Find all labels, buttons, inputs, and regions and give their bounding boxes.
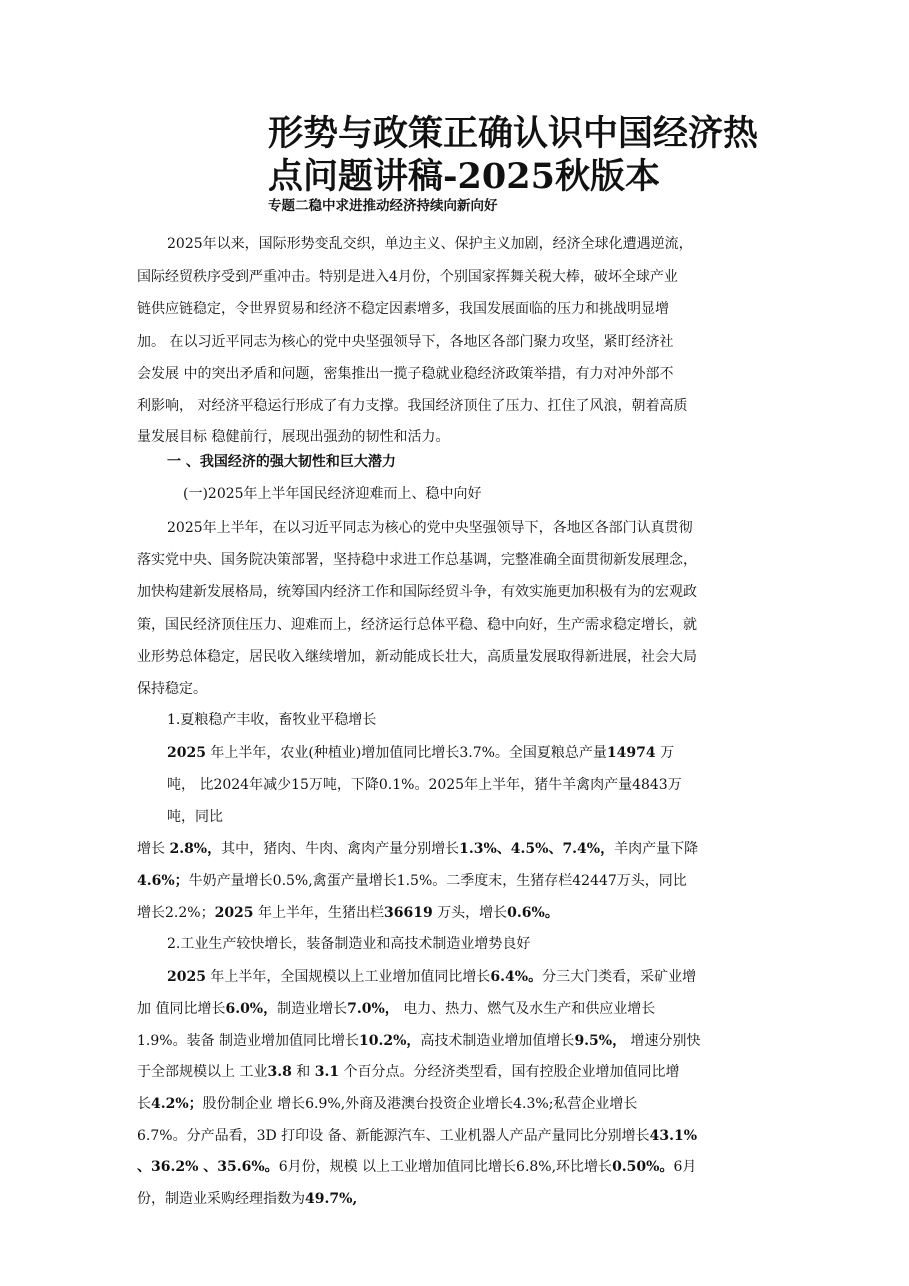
figure: 9.5%， bbox=[574, 1033, 627, 1049]
text: 分三大门类看，采矿业增 bbox=[542, 969, 697, 985]
paragraph-line: 加快构建新发展格局，统筹国内经济工作和国际经贸斗争，有效实施更加积极有为的宏观政 bbox=[137, 584, 697, 600]
figure: 4.2%； bbox=[151, 1096, 203, 1112]
figure: 0.50%。 bbox=[612, 1159, 674, 1175]
item-heading-2: 2.工业生产较快增长，装备制造业和高技术制造业增势良好 bbox=[167, 936, 531, 952]
paragraph-line bbox=[137, 1188, 357, 1208]
figure: 3.1 bbox=[314, 1064, 340, 1080]
text: 6.7%。分产品看，3D 打印设 备、新能源汽车、工业机器人产品产量同比分别增长 bbox=[137, 1128, 650, 1144]
intro-line: 利影响， 对经济平稳运行形成了有力支撑。我国经济顶住了压力、扛住了风浪，朝着高质 bbox=[137, 398, 688, 414]
figure: 2.8%， bbox=[169, 841, 222, 857]
text: 电力、热力、燃气及水生产和供应业增长 bbox=[398, 1001, 656, 1017]
figure: 36619 bbox=[384, 905, 433, 921]
text: 6月 bbox=[673, 1159, 697, 1175]
figure: 7.0%， bbox=[347, 1001, 399, 1017]
figure: 3.8 bbox=[267, 1064, 292, 1080]
paragraph-line bbox=[167, 742, 674, 762]
paragraph-line bbox=[137, 902, 559, 922]
paragraph-line: 保持稳定。 bbox=[137, 681, 207, 697]
figure: 、36.2% 、35.6%。 bbox=[137, 1159, 279, 1175]
text: 高技术制造业增加值增长 bbox=[420, 1033, 575, 1049]
text: 增速分别快 bbox=[626, 1033, 701, 1049]
title-line-1: 形势与政策正确认识中国经济热 bbox=[268, 113, 759, 154]
figure: 2025 bbox=[167, 969, 206, 985]
text: 个百分点。分经济类型看，国有控股企业增加值同比增 bbox=[339, 1064, 680, 1080]
text: 羊肉产量下降 bbox=[614, 841, 699, 857]
figure: 0.6%。 bbox=[507, 905, 559, 921]
paragraph-line: 业形势总体稳定，居民收入继续增加，新动能成长壮大，高质量发展取得新进展，社会大局 bbox=[137, 649, 697, 665]
figure: 4.6%； bbox=[137, 873, 189, 889]
paragraph-line: 吨，同比 bbox=[167, 809, 223, 825]
text: 1.9%。装备 制造业增加值同比增长 bbox=[137, 1033, 360, 1049]
paragraph-line: 策，国民经济顶住压力、迎难而上，经济运行总体平稳、稳中向好，生产需求稳定增长，就 bbox=[137, 617, 697, 633]
document-title bbox=[268, 112, 828, 198]
figure: 1.3%、4.5%、7.4%， bbox=[459, 841, 615, 857]
paragraph-line: 落实党中央、国务院决策部署，坚持稳中求进工作总基调，完整准确全面贯彻新发展理念， bbox=[137, 552, 697, 568]
paragraph-line bbox=[167, 966, 696, 986]
paragraph-line bbox=[137, 998, 655, 1018]
figure: 6.0%， bbox=[225, 1001, 278, 1017]
figure: 2025 bbox=[167, 745, 206, 761]
figure: 6.4%。 bbox=[490, 969, 543, 985]
figure: 49.7%, bbox=[305, 1191, 358, 1207]
text: 年上半年，农业(种植业)增加值同比增长3.7%。全国夏粮总产量 bbox=[205, 745, 607, 761]
paragraph-line bbox=[137, 870, 687, 890]
paragraph-line bbox=[137, 1061, 680, 1081]
paragraph-line bbox=[137, 838, 698, 858]
text: 制造业增长 bbox=[277, 1001, 348, 1017]
document-subtitle: 专题二稳中求进推动经济持续向新向好 bbox=[268, 198, 498, 214]
subsection-heading: (一)2025年上半年国民经济迎难而上、稳中向好 bbox=[183, 486, 482, 502]
paragraph-line bbox=[137, 1030, 701, 1050]
paragraph-line bbox=[137, 1093, 637, 1113]
figure: 14974 bbox=[606, 745, 656, 761]
paragraph-line bbox=[137, 1156, 696, 1176]
text: 万头，增长 bbox=[432, 905, 508, 921]
paragraph-line: 2025年上半年，在以习近平同志为核心的党中央坚强领导下，各地区各部门认真贯彻 bbox=[167, 520, 693, 536]
text: 加 值同比增长 bbox=[137, 1001, 226, 1017]
figure: 10.2%， bbox=[359, 1033, 421, 1049]
section-heading: 一 、我国经济的强大韧性和巨大潜力 bbox=[167, 454, 396, 470]
text: 6月份，规模 以上工业增加值同比增长6.8%,环比增长 bbox=[278, 1159, 613, 1175]
intro-line: 2025年以来，国际形势变乱交织，单边主义、保护主义加剧，经济全球化遭遇逆流， bbox=[167, 236, 693, 252]
intro-line: 量发展目标 稳健前行，展现出强劲的韧性和活力。 bbox=[137, 429, 450, 445]
intro-line: 加。 在以习近平同志为核心的党中央坚强领导下，各地区各部门聚力攻坚，紧盯经济社 bbox=[137, 334, 674, 350]
figure: 43.1% bbox=[649, 1128, 698, 1144]
item-heading-1: 1.夏粮稳产丰收，畜牧业平稳增长 bbox=[167, 712, 377, 728]
text: 增长2.2%； bbox=[137, 905, 215, 921]
paragraph-line bbox=[137, 1125, 697, 1145]
text: 其中，猪肉、牛肉、禽肉产量分别增长 bbox=[221, 841, 460, 857]
figure: 2025 bbox=[214, 905, 254, 921]
text: 股份制企业 增长6.9%,外商及港澳台投资企业增长4.3%;私营企业增长 bbox=[202, 1096, 638, 1112]
intro-line: 国际经贸秩序受到严重冲击。特别是进入4月份，个别国家挥舞关税大棒，破坏全球产业 bbox=[137, 269, 678, 285]
paragraph-line: 吨， 比2024年减少15万吨，下降0.1%。2025年上半年，猪牛羊禽肉产量4843万 bbox=[167, 777, 682, 793]
text: 年上半年，全国规模以上工业增加值同比增长 bbox=[205, 969, 491, 985]
text: 和 bbox=[291, 1064, 315, 1080]
text: 牛奶产量增长0.5%,禽蛋产量增长1.5%。二季度末，生猪存栏42447万头，同比 bbox=[188, 873, 687, 889]
text: 万 bbox=[655, 745, 675, 761]
text: 增长 bbox=[137, 841, 170, 857]
text: 份，制造业采购经理指数为 bbox=[137, 1191, 305, 1207]
text: 于全部规模以上 工业 bbox=[137, 1064, 268, 1080]
text: 长 bbox=[137, 1096, 151, 1112]
text: 年上半年，生猪出栏 bbox=[253, 905, 384, 921]
intro-line: 会发展 中的突出矛盾和问题，密集推出一揽子稳就业稳经济政策举措，有力对冲外部不 bbox=[137, 366, 674, 382]
intro-line: 链供应链稳定，令世界贸易和经济不稳定因素增多，我国发展面临的压力和挑战明显增 bbox=[137, 301, 669, 317]
title-line-2: 点问题讲稿-2025秋版本 bbox=[268, 156, 660, 197]
